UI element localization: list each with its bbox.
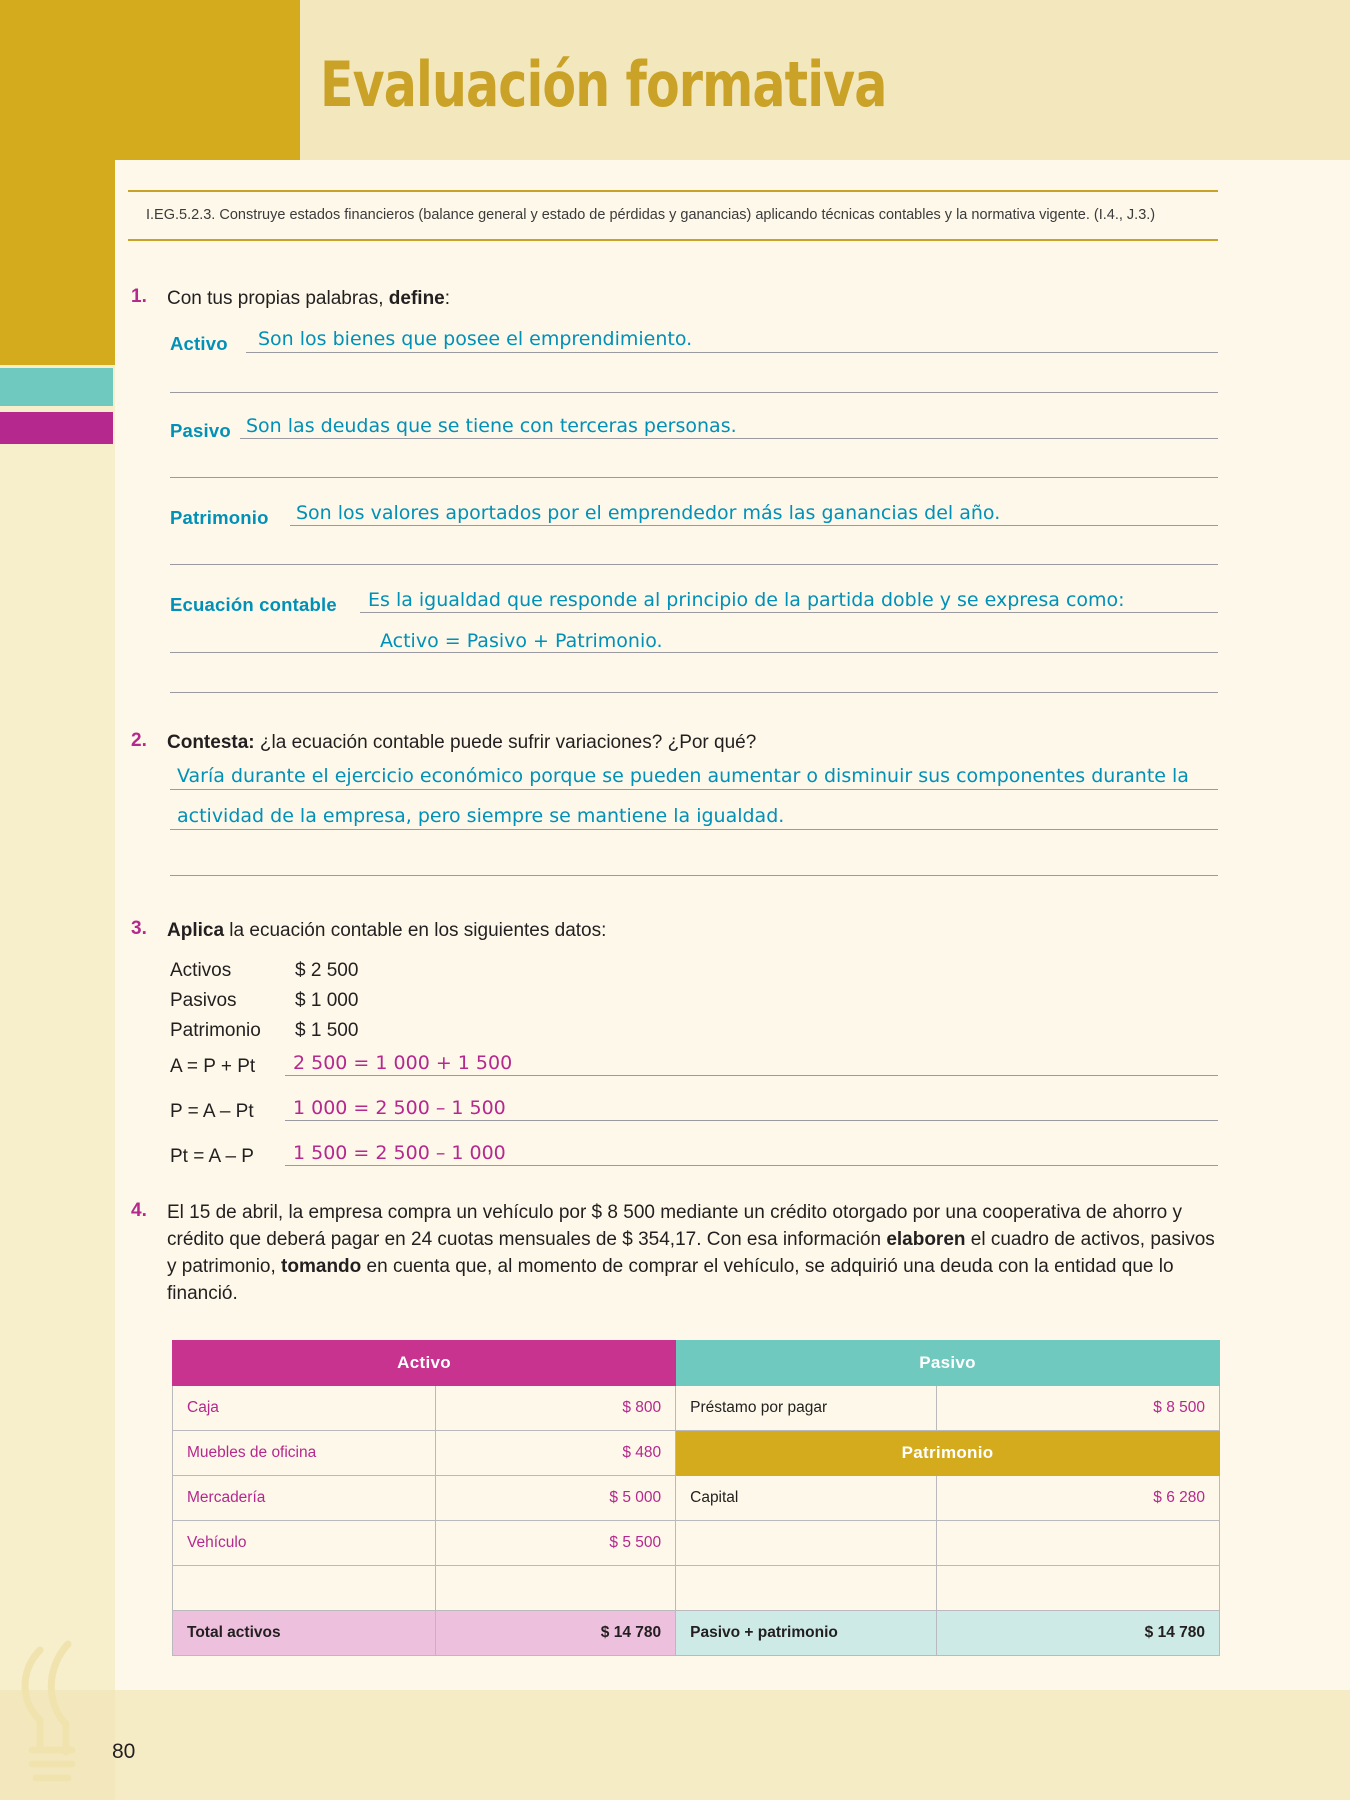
question-3-number: 3. <box>131 918 147 939</box>
q3-data-label-2: Patrimonio <box>170 1020 261 1041</box>
q1-patrimonio-rule-1 <box>290 525 1218 526</box>
q4-bold-2: tomando <box>281 1255 362 1277</box>
row-3-patrimonio-name <box>676 1521 937 1566</box>
row-0-pasivo-value: $ 8 500 <box>936 1386 1219 1431</box>
row-3-activo-value: $ 5 500 <box>435 1521 675 1566</box>
q1-label-activo: Activo <box>170 333 228 354</box>
q3-formula-2: Pt = A – P <box>170 1146 254 1167</box>
q1-label-ecuacion-contable: Ecuación contable <box>170 594 337 615</box>
row-4-patrimonio-name <box>676 1566 937 1611</box>
row-1-activo-value: $ 480 <box>435 1431 675 1476</box>
question-4-text <box>167 1200 1222 1308</box>
q1-activo-answer: Son los bienes que posee el emprendimiento. <box>258 328 693 350</box>
row-0-pasivo-name: Préstamo por pagar <box>676 1386 937 1431</box>
q4-text-1: El 15 de abril, la empresa compra un vehículo por $ 8 500 mediante un crédito otorgado por una cooperativa de ahorro y crédito que deberá pagar en 24 cuotas mensuales de $ 354,17. Con esa información <box>167 1202 1183 1250</box>
page-title: Evaluación formativa <box>320 48 887 121</box>
q1-ecuacion-rule-2 <box>170 652 1218 653</box>
evaluation-indicator: I.EG.5.2.3. Construye estados financieros (balance general y estado de pérdidas y ganancias) aplicando técnicas contables y la normativa vigente. (I.4., J.3.) <box>128 190 1218 241</box>
table-header-pasivo: Pasivo <box>676 1341 1220 1386</box>
q2-rule-3 <box>170 875 1218 876</box>
q4-text-2: el cuadro de activos, pasivos y patrimonio, <box>167 1228 1215 1277</box>
row-0-activo-value: $ 800 <box>435 1386 675 1431</box>
left-cream-band <box>0 365 115 1800</box>
question-4-number: 4. <box>131 1200 147 1221</box>
q4-bold-1: elaboren <box>886 1228 966 1250</box>
q1-pasivo-rule-1 <box>240 438 1218 439</box>
row-1-activo-name: Muebles de oficina <box>173 1431 436 1476</box>
page-number: 80 <box>112 1740 136 1763</box>
total-pasivo-patrimonio-value: $ 14 780 <box>936 1611 1219 1656</box>
q3-data-value-1: $ 1 000 <box>295 990 359 1011</box>
row-4-patrimonio-value <box>936 1566 1219 1611</box>
table-header-patrimonio: Patrimonio <box>676 1431 1220 1476</box>
q3-formula-1: P = A – Pt <box>170 1101 254 1122</box>
table-total-row <box>173 1611 1220 1656</box>
q1-activo-rule-2 <box>170 392 1218 393</box>
q3-rule-1 <box>285 1120 1218 1121</box>
row-2-activo-value: $ 5 000 <box>435 1476 675 1521</box>
q3-data-label-1: Pasivos <box>170 990 237 1011</box>
total-activos-label: Total activos <box>173 1611 436 1656</box>
q1-activo-rule-1 <box>246 352 1218 353</box>
q2-rule-2 <box>170 829 1218 830</box>
row-3-activo-name: Vehículo <box>173 1521 436 1566</box>
sidebar-tab-teal <box>0 368 113 406</box>
q2-answer-line-1: Varía durante el ejercicio económico porque se pueden aumentar o disminuir sus componentes durante la <box>177 765 1189 787</box>
question-3-prompt-rest: la ecuación contable en los siguientes datos: <box>224 920 607 941</box>
question-1-number: 1. <box>131 286 147 307</box>
table-header-row <box>173 1341 1220 1386</box>
question-2-number: 2. <box>131 730 147 751</box>
q3-answer-1: 1 000 = 2 500 – 1 500 <box>293 1097 506 1119</box>
q1-label-patrimonio: Patrimonio <box>170 507 269 528</box>
question-3-prompt <box>167 918 606 945</box>
q3-rule-0 <box>285 1075 1218 1076</box>
q3-answer-0: 2 500 = 1 000 + 1 500 <box>293 1052 513 1074</box>
total-activos-value: $ 14 780 <box>435 1611 675 1656</box>
row-2-activo-name: Mercadería <box>173 1476 436 1521</box>
q3-rule-2 <box>285 1165 1218 1166</box>
bottom-band-inner <box>115 1690 1350 1800</box>
row-0-activo-name: Caja <box>173 1386 436 1431</box>
table-row <box>173 1566 1220 1611</box>
lightbulb-icon <box>10 1640 120 1790</box>
q1-pasivo-answer: Son las deudas que se tiene con terceras personas. <box>246 415 737 437</box>
q3-data-value-2: $ 1 500 <box>295 1020 359 1041</box>
q1-ecuacion-rule-1 <box>360 612 1218 613</box>
total-pasivo-patrimonio-label: Pasivo + patrimonio <box>676 1611 937 1656</box>
q4-text-3: en cuenta que, al momento de comprar el vehículo, se adquirió una deuda con la entidad que lo financió. <box>167 1255 1174 1304</box>
sidebar-tab-magenta <box>0 412 113 444</box>
q2-answer-line-2: actividad de la empresa, pero siempre se mantiene la igualdad. <box>177 805 785 827</box>
q1-ecuacion-answer-2: Activo = Pasivo + Patrimonio. <box>380 630 663 652</box>
q3-data-value-0: $ 2 500 <box>295 960 359 981</box>
question-1-prompt-a: Con tus propias palabras, <box>167 288 389 309</box>
q3-answer-2: 1 500 = 2 500 – 1 000 <box>293 1142 506 1164</box>
q3-formula-0: A = P + Pt <box>170 1056 256 1077</box>
row-4-activo-value <box>435 1566 675 1611</box>
row-4-activo-name <box>173 1566 436 1611</box>
row-2-patrimonio-value: $ 6 280 <box>936 1476 1219 1521</box>
q3-data-label-0: Activos <box>170 960 232 981</box>
question-2-prompt-bold: Contesta: <box>167 732 255 753</box>
question-1-prompt-c: : <box>444 288 451 309</box>
q1-ecuacion-answer: Es la igualdad que responde al principio de la partida doble y se expresa como: <box>368 589 1125 611</box>
q2-rule-1 <box>170 789 1218 790</box>
q1-patrimonio-answer: Son los valores aportados por el emprendedor más las ganancias del año. <box>296 502 1001 524</box>
q1-ecuacion-rule-3 <box>170 692 1218 693</box>
table-row <box>173 1521 1220 1566</box>
table-row <box>173 1386 1220 1431</box>
row-2-patrimonio-name: Capital <box>676 1476 937 1521</box>
question-1-prompt-bold: define <box>388 288 445 309</box>
q1-pasivo-rule-2 <box>170 477 1218 478</box>
question-3-prompt-bold: Aplica <box>167 920 225 941</box>
q1-patrimonio-rule-2 <box>170 564 1218 565</box>
question-2-prompt-rest: ¿la ecuación contable puede sufrir variaciones? ¿Por qué? <box>254 732 757 753</box>
row-3-patrimonio-value <box>936 1521 1219 1566</box>
q1-label-pasivo: Pasivo <box>170 420 231 441</box>
table-row <box>173 1476 1220 1521</box>
balance-table <box>172 1340 1220 1656</box>
question-2-prompt <box>167 730 756 757</box>
question-1-prompt <box>167 286 450 313</box>
table-row <box>173 1431 1220 1476</box>
table-header-activo: Activo <box>173 1341 676 1386</box>
